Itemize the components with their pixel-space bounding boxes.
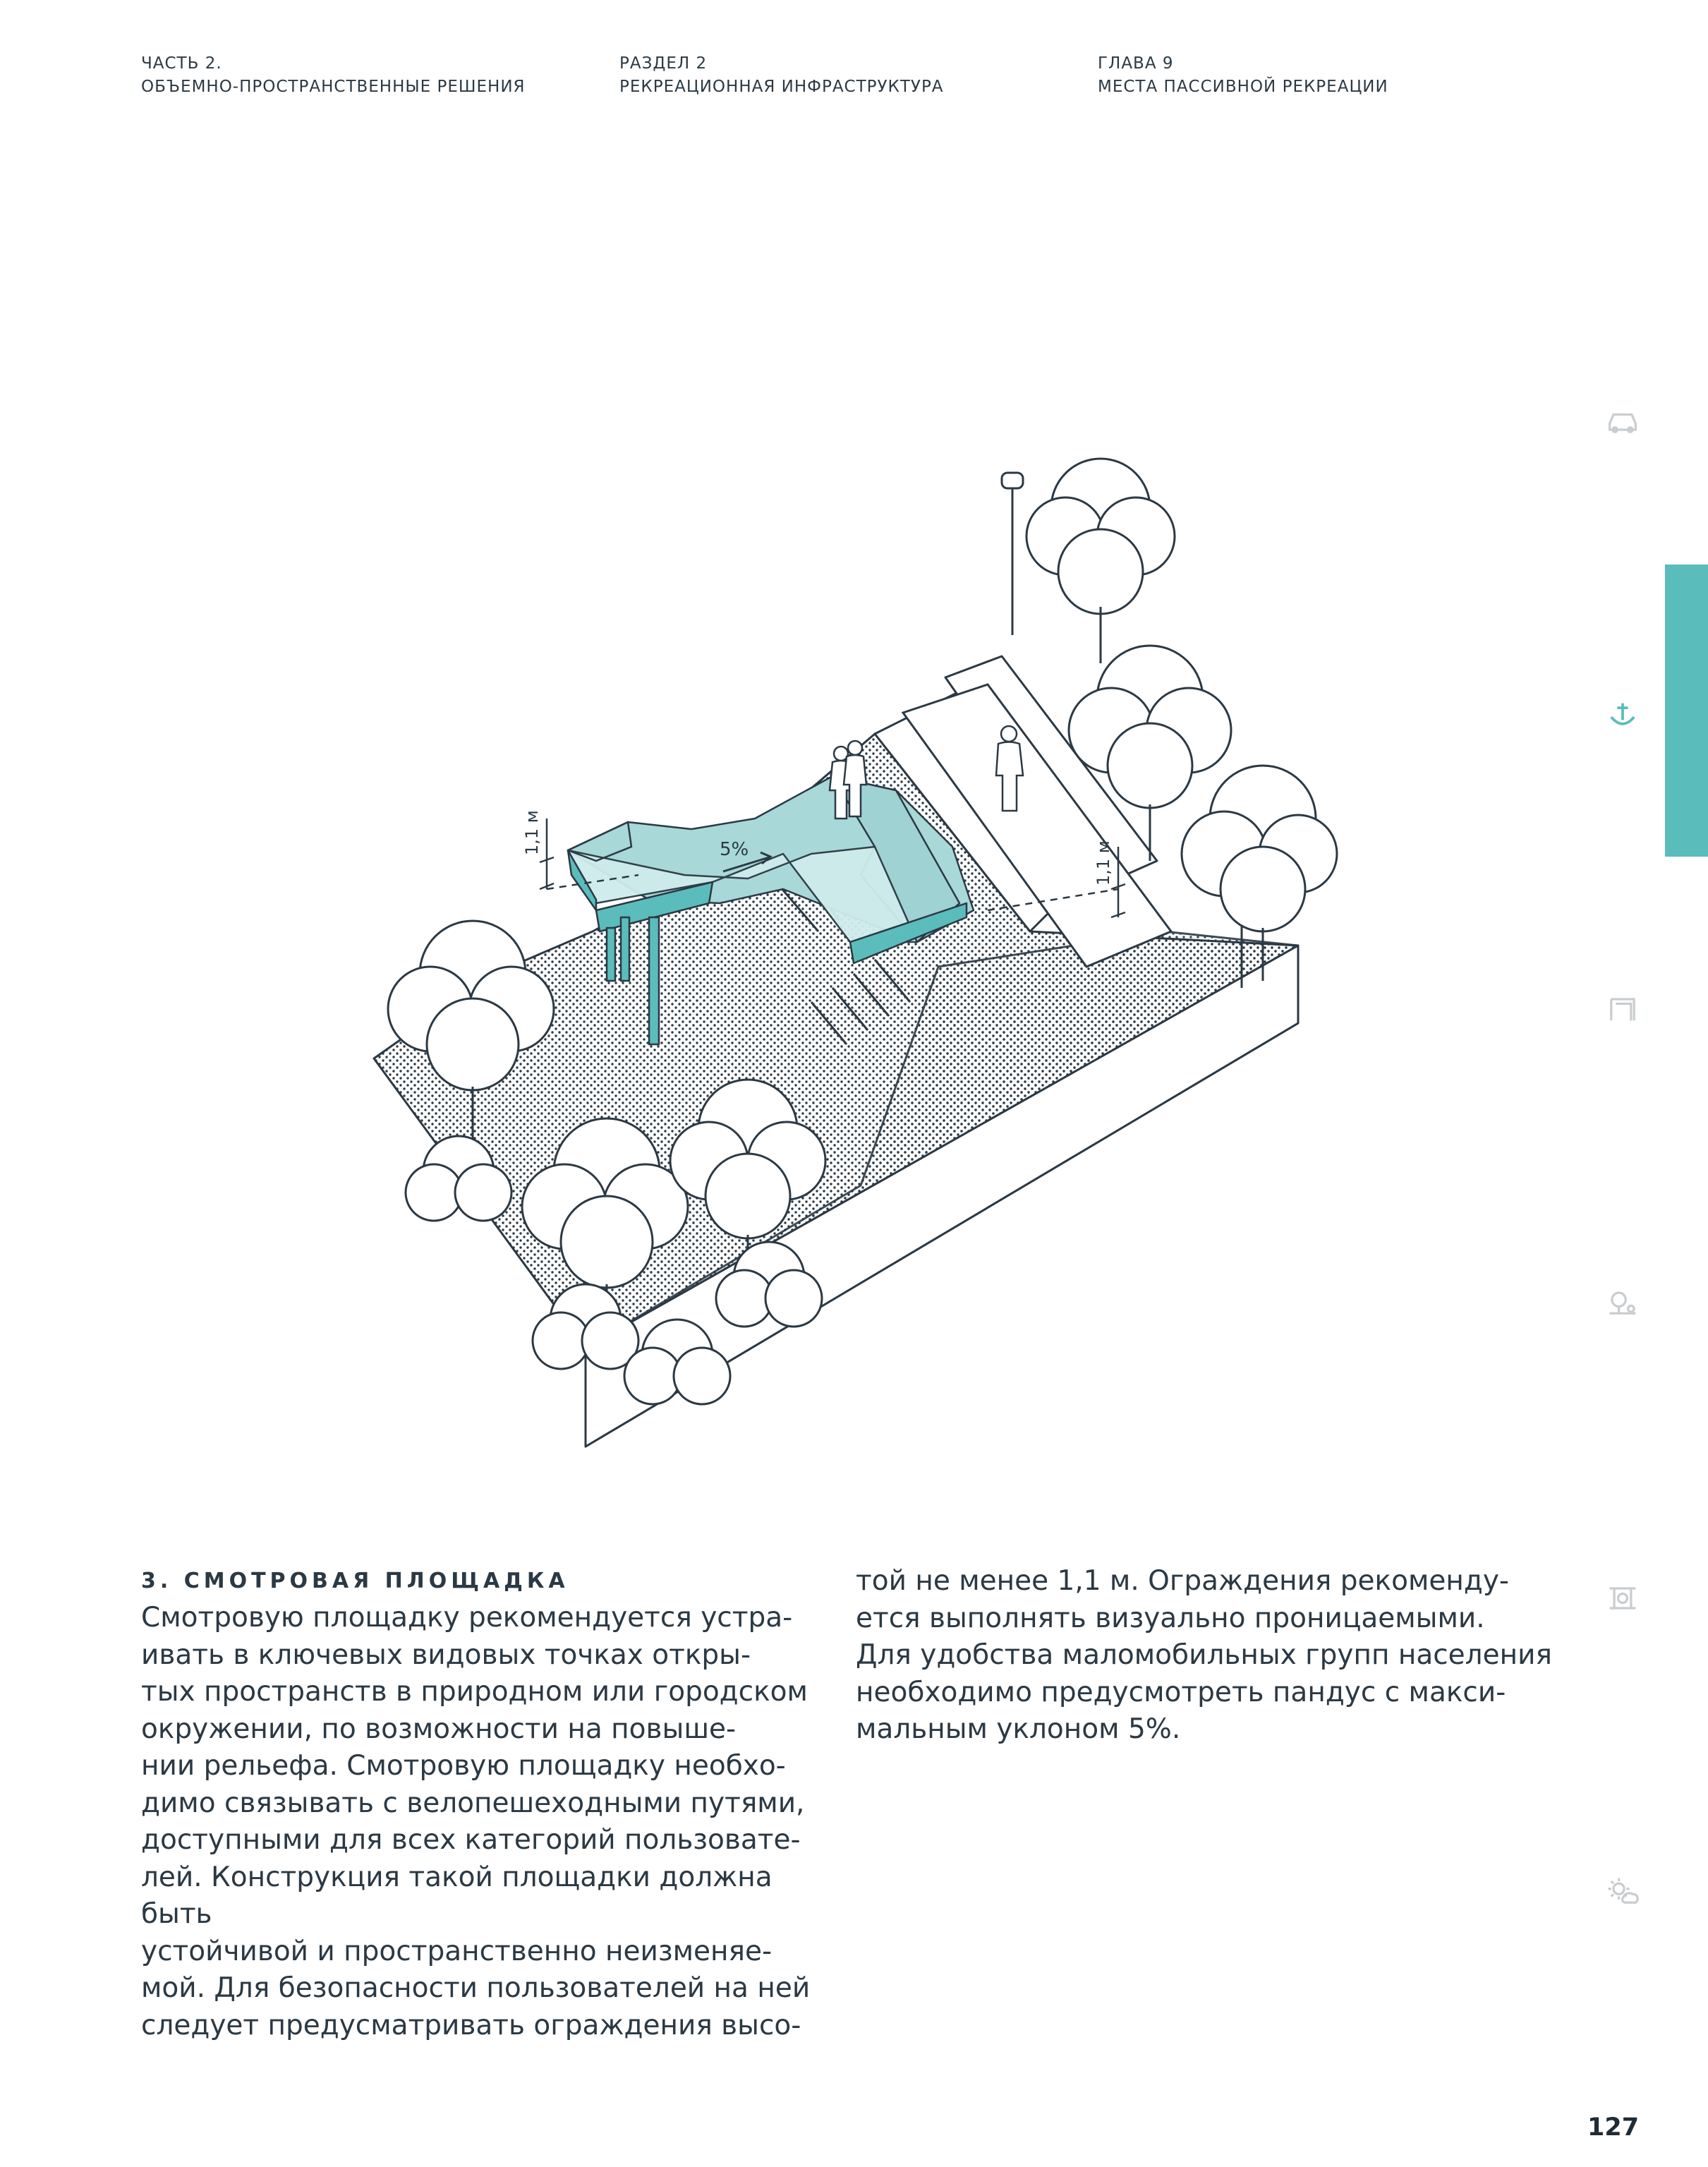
- article-text-right: той не менее 1,1 м. Ограждения рекоменду- ется выполнять визуально проницаемыми. Для удобства маломобильных групп населения необходимо предусмотреть пандус с макси- мальным уклоном 5%.: [856, 1565, 1552, 1745]
- part-label: ЧАСТЬ 2.: [141, 54, 222, 73]
- running-header-chapter: [1098, 52, 1388, 99]
- article-column-right: [856, 1563, 1561, 1749]
- sport-ground-icon[interactable]: [1584, 1577, 1661, 1619]
- part-title: ОБЪЕМНО-ПРОСТРАНСТВЕННЫЕ РЕШЕНИЯ: [141, 78, 526, 96]
- page-number: 127: [1587, 2113, 1640, 2142]
- active-chapter-tab[interactable]: [1665, 565, 1708, 857]
- slope-label: 5%: [720, 839, 749, 860]
- height-label-right: 1,1 м: [1094, 840, 1113, 886]
- weather-icon[interactable]: [1584, 1870, 1661, 1912]
- fountain-icon[interactable]: [1584, 695, 1661, 737]
- running-header-part: [141, 52, 526, 99]
- article-text-left: Смотровую площадку рекомендуется устра- ивать в ключевых видовых точках откры- тых пространств в природном или городском окружении, по возможности на повыше- нии рельефа. Смотровую площадку необхо- димо связывать с велопешеходными путями, доступными для всех категорий пользовате- лей. Конструкция такой площадки должна быть устойчивой и пространственно неизменяе- мой. Для безопасности пользователей на ней следует предусматривать ограждения высо-: [141, 1602, 811, 2041]
- pavilion-icon[interactable]: [1584, 988, 1661, 1030]
- article-column-left: [141, 1563, 832, 2044]
- height-label-left: 1,1 м: [522, 810, 542, 855]
- chapter-label: ГЛАВА 9: [1098, 54, 1174, 73]
- section-heading: 3. СМОТРОВАЯ ПЛОЩАДКА: [141, 1569, 569, 1593]
- car-icon[interactable]: [1584, 399, 1661, 441]
- section-label: РАЗДЕЛ 2: [619, 54, 708, 73]
- running-header-section: [619, 52, 944, 99]
- viewing-platform-illustration: [353, 423, 1340, 1496]
- chapter-title: МЕСТА ПАССИВНОЙ РЕКРЕАЦИИ: [1098, 78, 1388, 96]
- section-title: РЕКРЕАЦИОННАЯ ИНФРАСТРУКТУРА: [619, 78, 944, 96]
- playground-icon[interactable]: [1584, 1281, 1661, 1323]
